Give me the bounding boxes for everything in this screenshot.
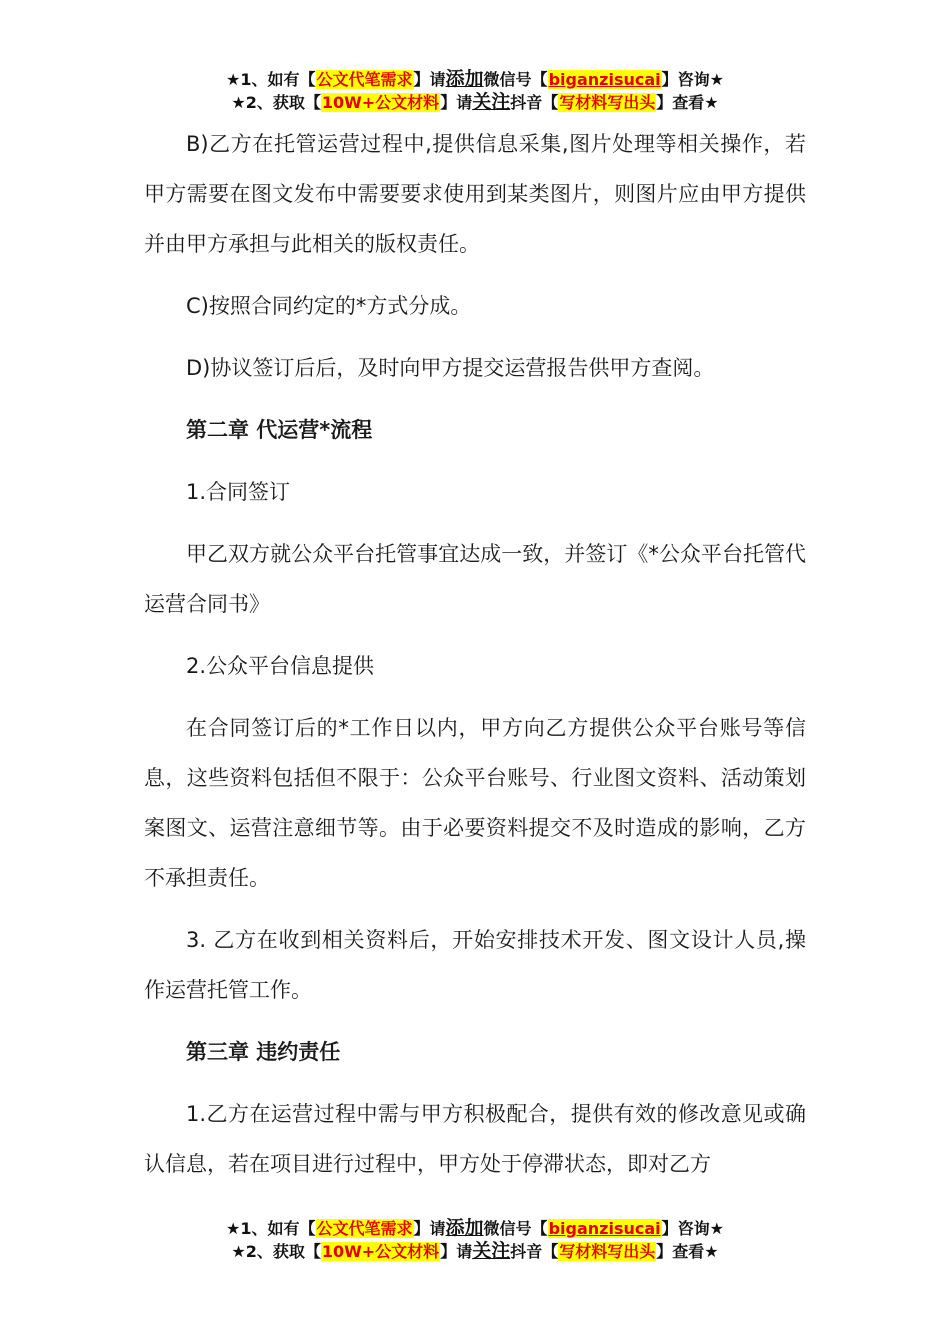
highlight-materials: 10W+公文材料 [321, 93, 440, 112]
paragraph: 1.合同签订 [186, 480, 291, 504]
banner-line-2: ★2、获取【10W+公文材料】请关注抖音【写材料写出头】查看★ [231, 91, 719, 113]
header-banner [0, 68, 950, 114]
wechat-id[interactable]: biganzisucai [548, 70, 661, 89]
highlight-service: 公文代笔需求 [316, 70, 413, 89]
banner-line-2: ★2、获取【10W+公文材料】请关注抖音【写材料写出头】查看★ [231, 1240, 719, 1262]
paragraph: 2.公众平台信息提供 [186, 654, 375, 678]
paragraph: 3. 乙方在收到相关资料后，开始安排技术开发、图文设计人员,操作运营托管工作。 [144, 928, 806, 1002]
douyin-account: 写材料写出头 [559, 93, 656, 112]
highlight-service: 公文代笔需求 [316, 1219, 413, 1238]
chapter-heading-3: 第三章 违约责任 [186, 1040, 341, 1064]
document-body [144, 119, 806, 1201]
highlight-materials: 10W+公文材料 [321, 1242, 440, 1261]
paragraph: C)按照合同约定的*方式分成。 [186, 294, 472, 318]
banner-line-1: ★1、如有【公文代笔需求】请添加微信号【biganzisucai】咨询★ [226, 1217, 724, 1239]
paragraph: B)乙方在托管运营过程中,提供信息采集,图片处理等相关操作，若甲方需要在图文发布中需要要求使用到某类图片，则图片应由甲方提供并由甲方承担与此相关的版权责任。 [144, 132, 806, 256]
chapter-heading-2: 第二章 代运营*流程 [186, 418, 373, 442]
paragraph: 1.乙方在运营过程中需与甲方积极配合，提供有效的修改意见或确认信息，若在项目进行过程中，甲方处于停滞状态，即对乙方 [144, 1102, 806, 1176]
footer-banner [0, 1217, 950, 1263]
douyin-account: 写材料写出头 [559, 1242, 656, 1261]
paragraph: D)协议签订后后，及时向甲方提交运营报告供甲方查阅。 [186, 356, 715, 380]
banner-line-1: ★1、如有【公文代笔需求】请添加微信号【biganzisucai】咨询★ [226, 68, 724, 90]
paragraph: 甲乙双方就公众平台托管事宜达成一致，并签订《*公众平台托管代运营合同书》 [144, 542, 806, 616]
wechat-id[interactable]: biganzisucai [548, 1219, 661, 1238]
paragraph: 在合同签订后的*工作日以内，甲方向乙方提供公众平台账号等信息，这些资料包括但不限于：公众平台账号、行业图文资料、活动策划案图文、运营注意细节等。由于必要资料提交不及时造成的影响，乙方不承担责任。 [144, 716, 806, 890]
